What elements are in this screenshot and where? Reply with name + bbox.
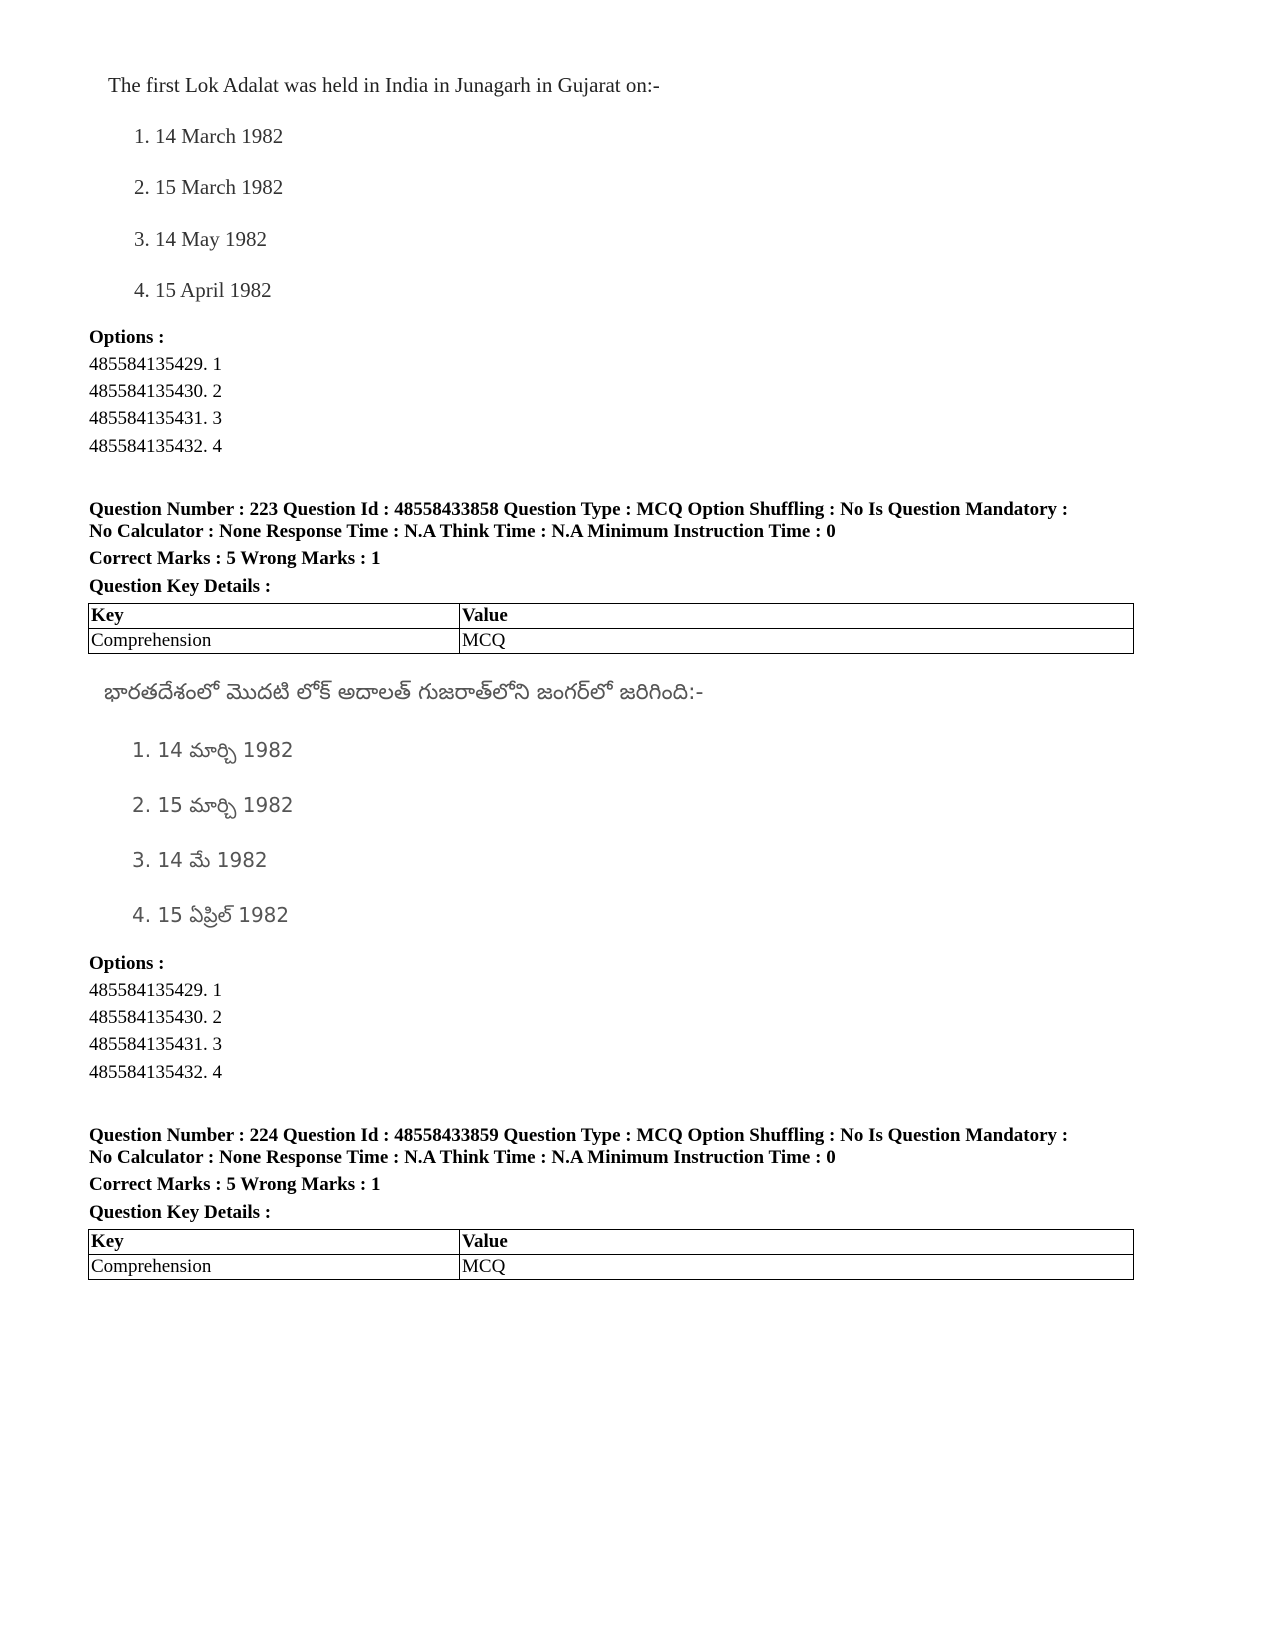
- question-223-marks: Correct Marks : 5 Wrong Marks : 1: [89, 548, 381, 569]
- question-223-key-details-label: Question Key Details :: [89, 576, 272, 597]
- choice-2: 2. 15 March 1982: [134, 175, 284, 199]
- table-cell-key: Comprehension: [89, 629, 460, 654]
- question-223-meta-line1: Question Number : 223 Question Id : 48558433858 Question Type : MCQ Option Shuffling : No Is Question Mandatory :: [89, 499, 1069, 520]
- question-224-marks: Correct Marks : 5 Wrong Marks : 1: [89, 1174, 381, 1195]
- options-label: Options :: [89, 953, 165, 974]
- option-id-2: 485584135430. 2: [89, 381, 222, 402]
- table-row: [89, 1255, 1134, 1280]
- option-id-3: 485584135431. 3: [89, 1034, 222, 1055]
- option-id-4: 485584135432. 4: [89, 1062, 222, 1083]
- table-header-value: Value: [460, 604, 1134, 629]
- choice-te-2: 2. 15 మార్చి 1982: [132, 793, 294, 817]
- question-223-key-table: [88, 603, 1134, 654]
- choice-4: 4. 15 April 1982: [134, 278, 272, 302]
- choice-te-1: 1. 14 మార్చి 1982: [132, 738, 294, 762]
- table-cell-key: Comprehension: [89, 1255, 460, 1280]
- question-224-meta: [89, 1125, 1189, 1169]
- choice-te-4: 4. 15 ఏప్రిల్ 1982: [132, 903, 290, 927]
- table-cell-value: MCQ: [460, 629, 1134, 654]
- option-id-1: 485584135429. 1: [89, 980, 222, 1001]
- question-224-meta-line1: Question Number : 224 Question Id : 48558433859 Question Type : MCQ Option Shuffling : No Is Question Mandatory :: [89, 1125, 1069, 1146]
- question-text-telugu: భారతదేశంలో మొదటి లోక్ అదాలత్ గుజరాత్‌లోని జంగర్‌లో జరిగింది:-: [104, 680, 704, 705]
- question-text-english: The first Lok Adalat was held in India in Junagarh in Gujarat on:-: [108, 73, 660, 97]
- question-224-meta-line2: No Calculator : None Response Time : N.A Think Time : N.A Minimum Instruction Time : 0: [89, 1147, 836, 1168]
- question-224-key-table: [88, 1229, 1134, 1280]
- choice-te-3: 3. 14 మే 1982: [132, 848, 268, 872]
- option-id-1: 485584135429. 1: [89, 354, 222, 375]
- table-cell-value: MCQ: [460, 1255, 1134, 1280]
- table-header-value: Value: [460, 1230, 1134, 1255]
- choice-1: 1. 14 March 1982: [134, 124, 284, 148]
- question-223-meta: [89, 499, 1189, 543]
- option-id-4: 485584135432. 4: [89, 436, 222, 457]
- table-row: [89, 629, 1134, 654]
- choice-3: 3. 14 May 1982: [134, 227, 267, 251]
- question-223-meta-line2: No Calculator : None Response Time : N.A Think Time : N.A Minimum Instruction Time : 0: [89, 521, 836, 542]
- table-header-key: Key: [89, 604, 460, 629]
- options-label: Options :: [89, 327, 165, 348]
- question-224-key-details-label: Question Key Details :: [89, 1202, 272, 1223]
- table-header-row: [89, 604, 1134, 629]
- table-header-row: [89, 1230, 1134, 1255]
- option-id-3: 485584135431. 3: [89, 408, 222, 429]
- table-header-key: Key: [89, 1230, 460, 1255]
- option-id-2: 485584135430. 2: [89, 1007, 222, 1028]
